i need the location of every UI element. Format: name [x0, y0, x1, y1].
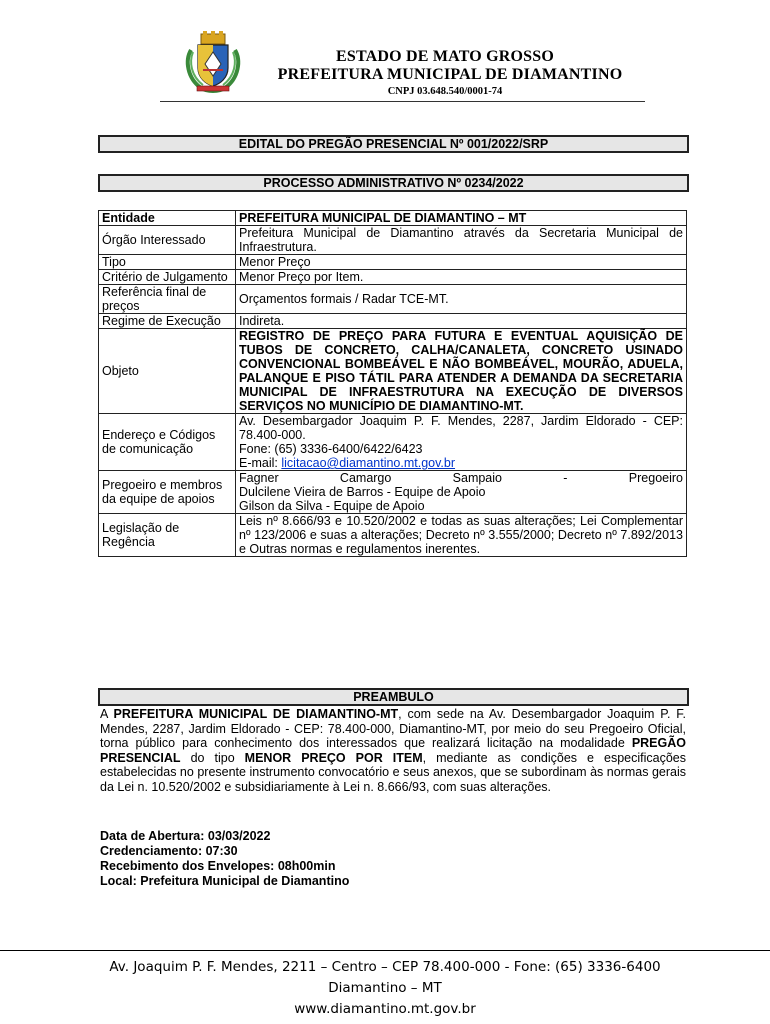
legislacao-value: Leis nº 8.666/93 e 10.520/2002 e todas as suas alterações; Lei Complementar nº 123/2006 e suas a alterações; Decreto nº 3.555/2000; Decreto nº 7.892/2013 e Outras normas e regulamentos inerentes.: [236, 514, 687, 557]
legislacao-label: Legislação de Regência: [99, 514, 236, 557]
pregoeiro-line: Fagner Camargo Sampaio - Pregoeiro: [239, 471, 683, 485]
footer-city: Diamantino – MT: [328, 980, 442, 996]
preambulo-bold: PREGÃO PRESENCIAL: [100, 736, 686, 765]
table-row: [99, 270, 687, 285]
table-row: [99, 226, 687, 255]
preambulo-title: PREAMBULO: [98, 688, 689, 706]
credenciamento: Credenciamento: 07:30: [100, 844, 238, 858]
email-link[interactable]: licitacao@diamantino.mt.gov.br: [281, 456, 456, 470]
endereco-email-row: [239, 456, 683, 470]
table-row: [99, 471, 687, 514]
regime-value: Indireta.: [236, 314, 687, 329]
preambulo-bold: PREFEITURA MUNICIPAL DE DIAMANTINO-MT: [113, 707, 399, 721]
letterhead: [0, 0, 770, 110]
entidade-value: PREFEITURA MUNICIPAL DE DIAMANTINO – MT: [236, 211, 687, 226]
header-divider: [160, 101, 645, 102]
preambulo-segment: do tipo: [180, 750, 245, 765]
state-title: ESTADO DE MATO GROSSO: [335, 48, 555, 65]
edital-info-table: [98, 210, 687, 557]
tipo-value: Menor Preço: [236, 255, 687, 270]
entidade-label: Entidade: [99, 211, 236, 226]
table-row: [99, 414, 687, 471]
preambulo-segment: , com sede na Av. Desembargador Joaquim P. F. Mendes, 2287, Jardim Eldorado - CEP: 78.400-000, Diamantino-MT, por meio do seu Pregoeiro Oficial, torna público para conhecimento dos interessados que realizará licitação na modalidade: [100, 707, 686, 750]
prefecture-title: PREFEITURA MUNICIPAL DE DIAMANTINO: [277, 66, 623, 83]
criterio-value: Menor Preço por Item.: [236, 270, 687, 285]
apoio-line: Dulcilene Vieira de Barros - Equipe de Apoio: [239, 485, 486, 499]
schedule-block: [100, 829, 500, 889]
tipo-label: Tipo: [99, 255, 236, 270]
cnpj-line: CNPJ 03.648.540/0001-74: [387, 86, 503, 97]
table-row: [99, 514, 687, 557]
endereco-label: Endereço e Códigos de comunicação: [99, 414, 236, 471]
footer-divider: [0, 950, 770, 951]
orgao-label: Órgão Interessado: [99, 226, 236, 255]
preambulo-segment: A: [100, 707, 114, 721]
processo-title: PROCESSO ADMINISTRATIVO Nº 0234/2022: [98, 174, 689, 192]
preambulo-bold: MENOR PREÇO POR ITEM: [244, 750, 423, 765]
referencia-value: Orçamentos formais / Radar TCE-MT.: [236, 285, 687, 314]
local: Local: Prefeitura Municipal de Diamantino: [100, 874, 350, 888]
recebimento-envelopes: Recebimento dos Envelopes: 08h00min: [100, 859, 336, 873]
pregoeiro-value: [236, 471, 687, 514]
footer-website[interactable]: www.diamantino.mt.gov.br: [294, 1001, 476, 1017]
preambulo-segment: , mediante as condições e especificações estabelecidas no presente instrumento convocatório e seus anexos, que se subordinam às normas gerais da Lei n. 10.520/2002 e subsidiariamente à Lei n. 8.666/93, com suas alterações.: [100, 750, 686, 794]
edital-title: EDITAL DO PREGÃO PRESENCIAL Nº 001/2022/SRP: [98, 135, 689, 153]
table-row: [99, 285, 687, 314]
table-row: [99, 211, 687, 226]
objeto-value: REGISTRO DE PREÇO PARA FUTURA E EVENTUAL AQUISIÇÃO DE TUBOS DE CONCRETO, CALHA/CANALETA, CONCRETO USINADO CONVENCIONAL BOMBEÁVEL E NÃO BOMBEÁVEL, MOURÃO, ADUELA, PALANQUE E PISO TÁTIL PARA ATENDER A DEMANDA DA SECRETARIA MUNICIPAL DE INFRAESTRUTURA NA EXECUÇÃO DE DIVERSOS SERVIÇOS NO MUNICÍPIO DE DIAMANTINO-MT.: [236, 329, 687, 414]
endereco-value: [236, 414, 687, 471]
footer: [0, 957, 770, 1020]
pregoeiro-label: Pregoeiro e membros da equipe de apoios: [99, 471, 236, 514]
table-row: [99, 329, 687, 414]
email-label: E-mail:: [239, 456, 282, 470]
regime-label: Regime de Execução: [99, 314, 236, 329]
endereco-address: Av. Desembargador Joaquim P. F. Mendes, 2287, Jardim Eldorado - CEP: 78.400-000.: [239, 414, 683, 442]
criterio-label: Critério de Julgamento: [99, 270, 236, 285]
table-row: [99, 314, 687, 329]
apoio-line: Gilson da Silva - Equipe de Apoio: [239, 499, 425, 513]
endereco-phone: Fone: (65) 3336-6400/6422/6423: [239, 442, 423, 456]
table-row: [99, 255, 687, 270]
footer-address: Av. Joaquim P. F. Mendes, 2211 – Centro – CEP 78.400-000 - Fone: (65) 3336-6400: [109, 959, 661, 975]
municipal-coat-of-arms-icon: [183, 30, 243, 94]
data-abertura: Data de Abertura: 03/03/2022: [100, 829, 271, 843]
orgao-value: Prefeitura Municipal de Diamantino através da Secretaria Municipal de Infraestrutura.: [236, 226, 687, 255]
preambulo-text: [100, 707, 686, 794]
objeto-label: Objeto: [99, 329, 236, 414]
referencia-label: Referência final de preços: [99, 285, 236, 314]
